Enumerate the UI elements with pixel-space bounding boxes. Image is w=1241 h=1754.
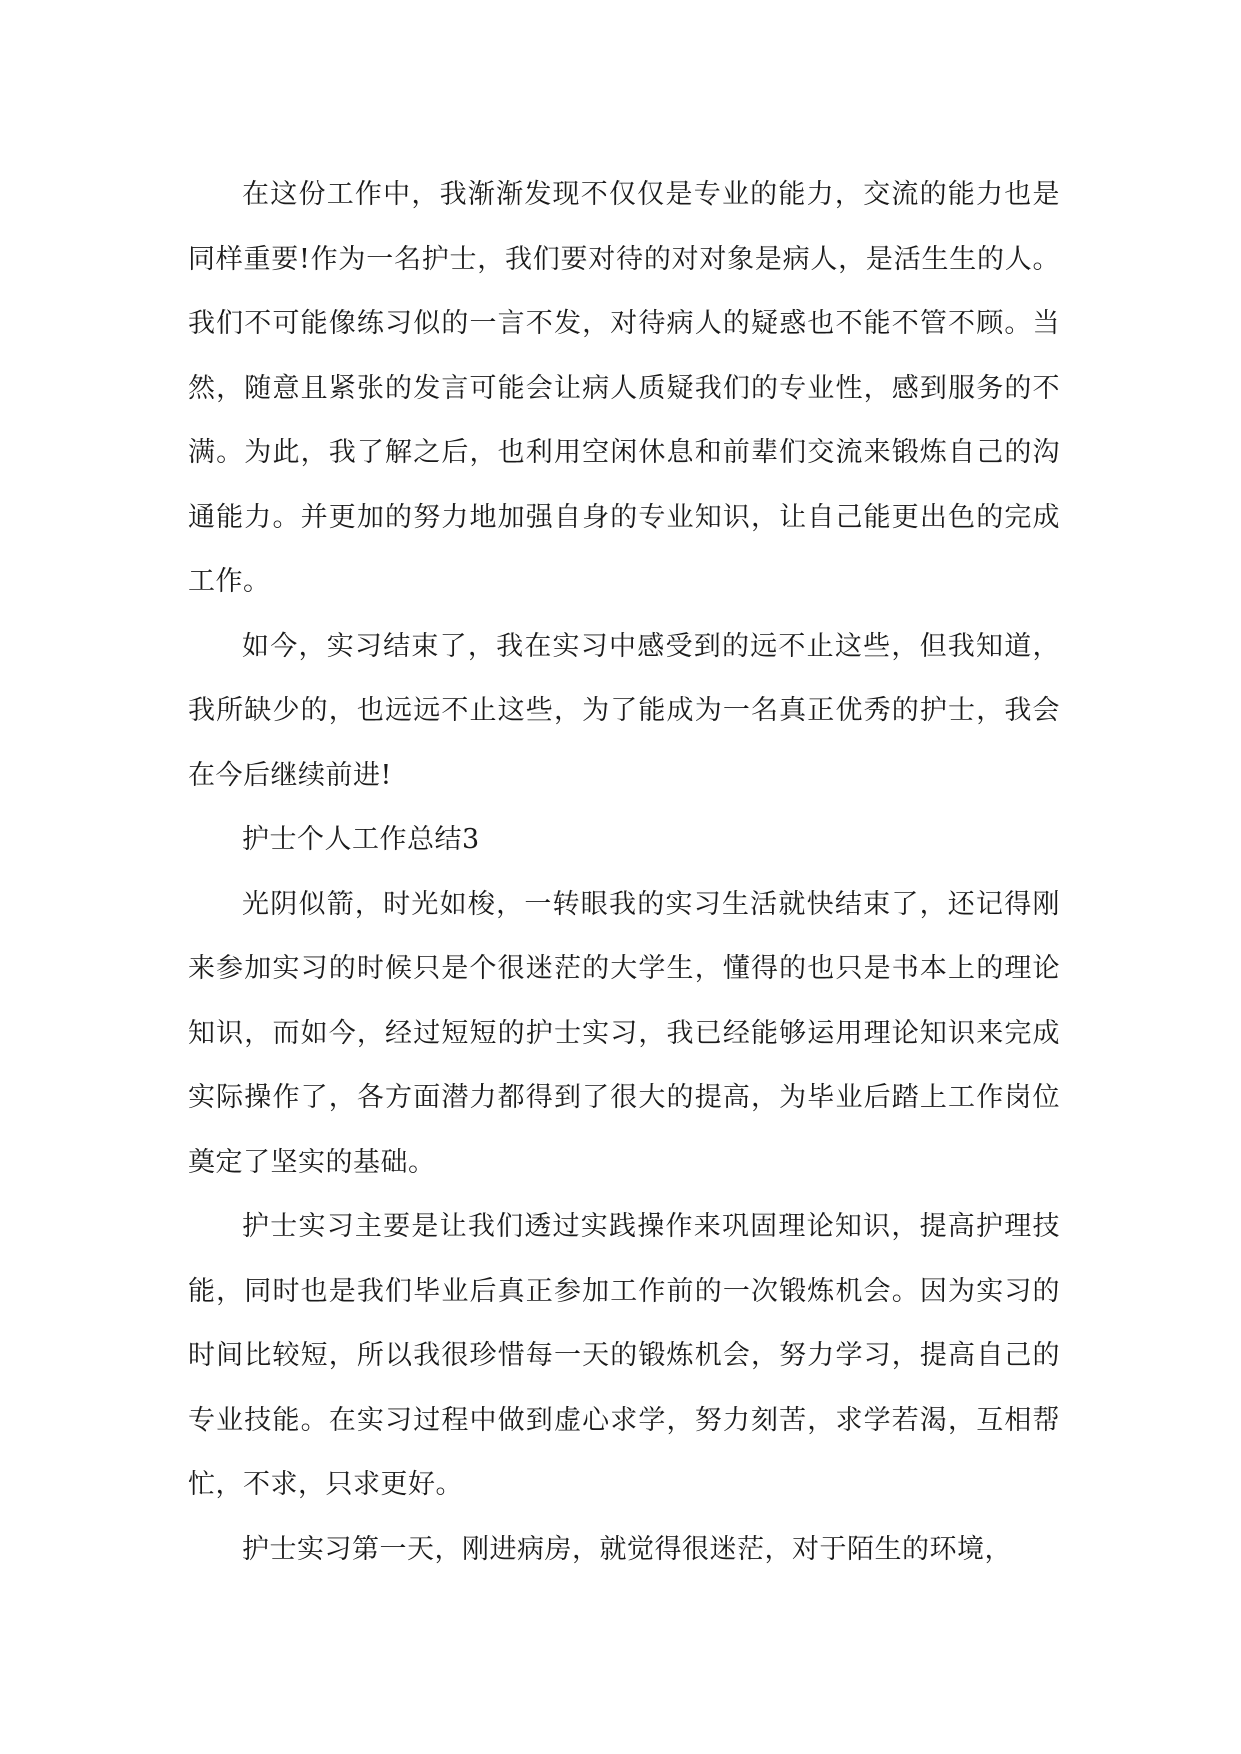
paragraph-first-day: 护士实习第一天，刚进病房，就觉得很迷茫，对于陌生的环境， — [242, 1533, 1012, 1565]
document-body — [188, 163, 1060, 1582]
paragraph-time-flies: 光阴似箭，时光如梭，一转眼我的实习生活就快结束了，还记得刚来参加实习的时候只是个很迷茫的大学生，懂得的也只是书本上的理论知识，而如今，经过短短的护士实习，我已经能够运用理论知识来完成实际操作了，各方面潜力都得到了很大的提高，为毕业后踏上工作岗位奠定了坚实的基础。 — [188, 888, 1060, 1178]
paragraph-communication: 在这份工作中，我渐渐发现不仅仅是专业的能力，交流的能力也是同样重要!作为一名护士，我们要对待的对对象是病人，是活生生的人。我们不可能像练习似的一言不发，对待病人的疑惑也不能不管不顾。当然，随意且紧张的发言可能会让病人质疑我们的专业性，感到服务的不满。为此，我了解之后，也利用空闲休息和前辈们交流来锻炼自己的沟通能力。并更加的努力地加强自身的专业知识，让自己能更出色的完成工作。 — [188, 179, 1060, 597]
section-heading: 护士个人工作总结3 — [242, 824, 480, 855]
paragraph-internship-end: 如今，实习结束了，我在实习中感受到的远不止这些，但我知道，我所缺少的，也远远不止这些，为了能成为一名真正优秀的护士，我会在今后继续前进! — [188, 630, 1060, 791]
paragraph-internship-purpose: 护士实习主要是让我们透过实践操作来巩固理论知识，提高护理技能，同时也是我们毕业后真正参加工作前的一次锻炼机会。因为实习的时间比较短，所以我很珍惜每一天的锻炼机会，努力学习，提高自己的专业技能。在实习过程中做到虚心求学，努力刻苦，求学若渴，互相帮忙，不求，只求更好。 — [188, 1211, 1060, 1500]
